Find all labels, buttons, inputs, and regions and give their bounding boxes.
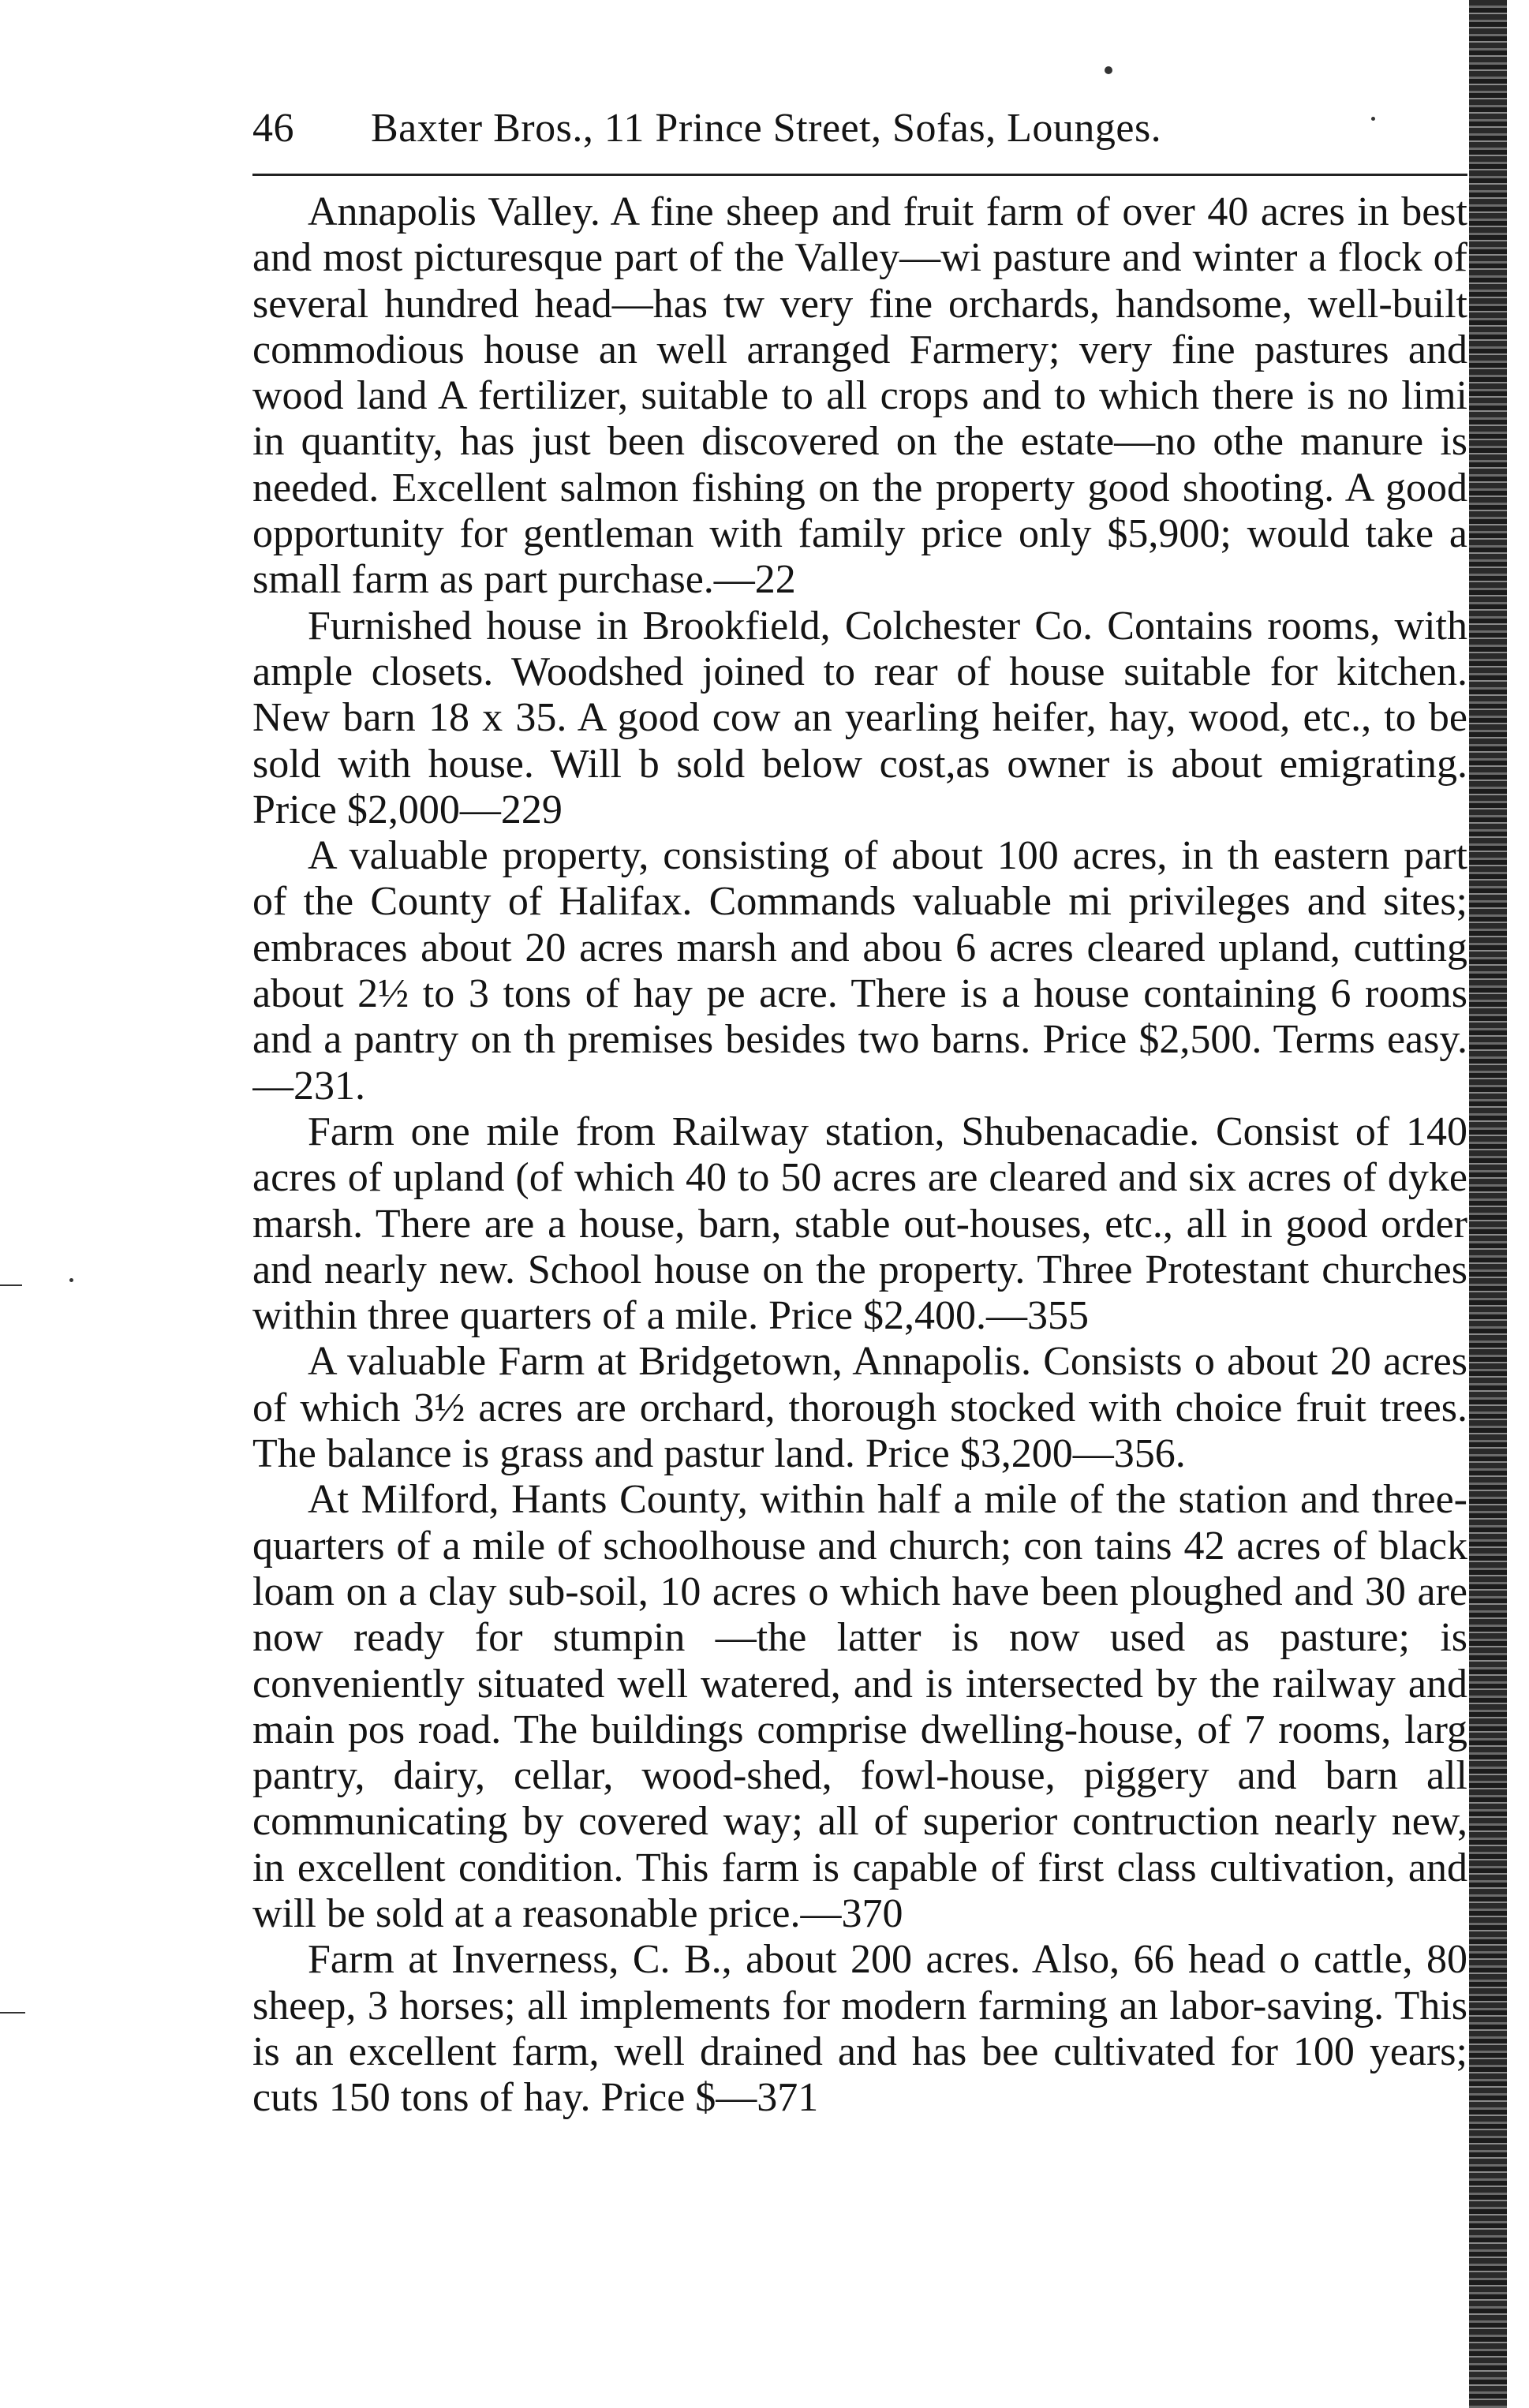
- page-header: [252, 93, 1483, 164]
- running-head: Baxter Bros., 11 Prince Street, Sofas, Lounges.: [371, 106, 1162, 151]
- scan-mark: [0, 1284, 22, 1286]
- binding-edge: [1469, 0, 1507, 2408]
- scan-speck: [69, 1278, 73, 1282]
- page-margin-right: [1507, 0, 1529, 2408]
- listing-milford-farm: At Milford, Hants County, within half a mile of the station and three-quarters of a mile of schoolhouse and church; con tains 42 acres of black loam on a clay sub-soil, 10 acres o which have been ploughed and 30 are now ready for stumpin —the latter is now used as pasture; is conveniently situated well watered, and is intersected by the railway and main pos road. The buildings comprise dwelling-house, of 7 rooms, larg pantry, dairy, cellar, wood-shed, fowl-house, piggery and barn all communicating by covered way; all of superior contruction nearly new, in excellent condition. This farm is capable of first class cultivation, and will be sold at a reasonable price.—370: [252, 1477, 1467, 1936]
- listing-bridgetown-farm: A valuable Farm at Bridgetown, Annapolis. Consists o about 20 acres of which 3½ acres are orchard, thorough stocked with choice fruit trees. The balance is grass and pastur land. Price $3,200—356.: [252, 1339, 1467, 1477]
- listing-annapolis-valley: Annapolis Valley. A fine sheep and fruit farm of over 40 acres in best and most picturesque part of the Valley—wi pasture and winter a flock of several hundred head—has tw very fine orchards, handsome, well-built commodious house an well arranged Farmery; very fine pastures and wood land A fertilizer, suitable to all crops and to which there is no limi in quantity, has just been discovered on the estate—no othe manure is needed. Excellent salmon fishing on the property good shooting. A good opportunity for gentleman with family price only $5,900; would take a small farm as part purchase.—22: [252, 189, 1467, 603]
- scan-speck: [1371, 117, 1375, 121]
- header-rule: [252, 174, 1467, 176]
- scan-mark: [0, 2012, 25, 2014]
- listing-halifax-property: A valuable property, consisting of about 100 acres, in th eastern part of the County of Halifax. Commands valuable mi privileges and sites; embraces about 20 acres marsh and abou 6 acres cleared upland, cutting about 2½ to 3 tons of hay pe acre. There is a house containing 6 rooms and a pantry on th premises besides two barns. Price $2,500. Terms easy.—231.: [252, 833, 1467, 1109]
- listing-brookfield-house: Furnished house in Brookfield, Colchester Co. Contains rooms, with ample closets. Woodshed joined to rear of house suitable for kitchen. New barn 18 x 35. A good cow an yearling heifer, hay, wood, etc., to be sold with house. Will b sold below cost,as owner is about emigrating. Price $2,000—229: [252, 603, 1467, 832]
- listings-column: [252, 189, 1467, 2320]
- scan-speck: [1105, 66, 1112, 74]
- page-number: 46: [252, 106, 294, 151]
- listing-shubenacadie-farm: Farm one mile from Railway station, Shubenacadie. Consist of 140 acres of upland (of which 40 to 50 acres are cleared and six acres of dyke marsh. There are a house, barn, stable out-houses, etc., all in good order and nearly new. School house on the property. Three Protestant churches within three quarters of a mile. Price $2,400.—355: [252, 1109, 1467, 1339]
- listing-inverness-farm: Farm at Inverness, C. B., about 200 acres. Also, 66 head o cattle, 80 sheep, 3 horses; all implements for modern farming an labor-saving. This is an excellent farm, well drained and has bee cultivated for 100 years; cuts 150 tons of hay. Price $—371: [252, 1937, 1467, 2121]
